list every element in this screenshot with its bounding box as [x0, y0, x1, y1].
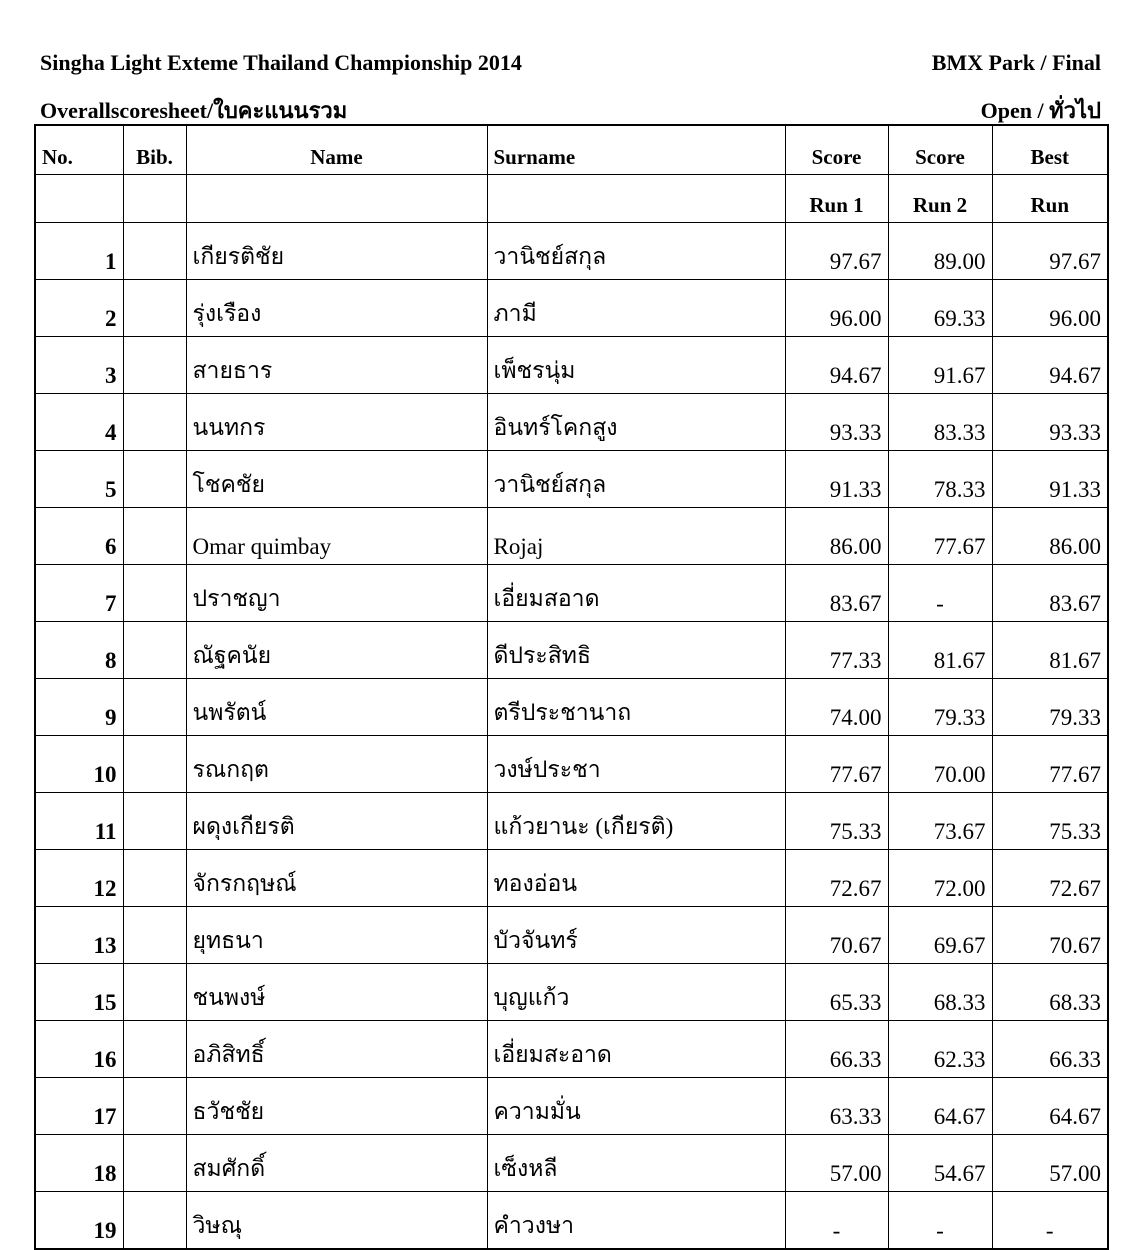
cell-bib	[123, 622, 186, 679]
category-label: Open / ทั่วไป	[980, 98, 1101, 123]
header-row	[35, 125, 1108, 175]
cell-score-run1: 75.33	[785, 793, 888, 850]
cell-no: 7	[35, 565, 123, 622]
cell-no: 6	[35, 508, 123, 565]
table-row	[35, 451, 1108, 508]
column-header-no: No.	[35, 125, 123, 175]
cell-no: 11	[35, 793, 123, 850]
cell-score-run1: 83.67	[785, 565, 888, 622]
column-subheader-no	[35, 175, 123, 223]
cell-name: เกียรติชัย	[186, 223, 487, 280]
table-row	[35, 565, 1108, 622]
cell-surname: คำวงษา	[487, 1192, 785, 1250]
cell-surname: อินทร์โคกสูง	[487, 394, 785, 451]
cell-no: 10	[35, 736, 123, 793]
cell-no: 1	[35, 223, 123, 280]
cell-bib	[123, 508, 186, 565]
table-row	[35, 508, 1108, 565]
cell-bib	[123, 679, 186, 736]
cell-bib	[123, 337, 186, 394]
cell-best-run: 77.67	[992, 736, 1108, 793]
cell-best-run: 57.00	[992, 1135, 1108, 1192]
cell-no: 2	[35, 280, 123, 337]
cell-score-run2: 64.67	[888, 1078, 992, 1135]
cell-no: 3	[35, 337, 123, 394]
cell-bib	[123, 565, 186, 622]
cell-score-run2: 54.67	[888, 1135, 992, 1192]
cell-no: 19	[35, 1192, 123, 1250]
cell-score-run1: 91.33	[785, 451, 888, 508]
table-row	[35, 793, 1108, 850]
cell-surname: บุญแก้ว	[487, 964, 785, 1021]
cell-score-run1: -	[785, 1192, 888, 1250]
table-row	[35, 1021, 1108, 1078]
cell-best-run: 70.67	[992, 907, 1108, 964]
cell-score-run2: -	[888, 1192, 992, 1250]
cell-name: Omar quimbay	[186, 508, 487, 565]
cell-score-run1: 63.33	[785, 1078, 888, 1135]
cell-surname: เอี่ยมสอาด	[487, 565, 785, 622]
cell-surname: เอี่ยมสะอาด	[487, 1021, 785, 1078]
cell-surname: ดีประสิทธิ	[487, 622, 785, 679]
cell-score-run1: 74.00	[785, 679, 888, 736]
cell-name: ชนพงษ์	[186, 964, 487, 1021]
cell-best-run: 86.00	[992, 508, 1108, 565]
cell-bib	[123, 850, 186, 907]
cell-best-run: 79.33	[992, 679, 1108, 736]
cell-name: นนทกร	[186, 394, 487, 451]
column-subheader-name	[186, 175, 487, 223]
cell-name: นพรัตน์	[186, 679, 487, 736]
cell-surname: วงษ์ประชา	[487, 736, 785, 793]
cell-score-run2: 69.33	[888, 280, 992, 337]
cell-score-run1: 86.00	[785, 508, 888, 565]
cell-score-run2: -	[888, 565, 992, 622]
cell-best-run: 72.67	[992, 850, 1108, 907]
cell-name: โชคชัย	[186, 451, 487, 508]
cell-name: ณัฐคนัย	[186, 622, 487, 679]
cell-no: 13	[35, 907, 123, 964]
cell-score-run2: 81.67	[888, 622, 992, 679]
cell-surname: Rojaj	[487, 508, 785, 565]
cell-score-run2: 69.67	[888, 907, 992, 964]
cell-best-run: 97.67	[992, 223, 1108, 280]
cell-bib	[123, 1192, 186, 1250]
score-rows	[35, 223, 1108, 1250]
cell-bib	[123, 907, 186, 964]
cell-score-run1: 96.00	[785, 280, 888, 337]
cell-score-run2: 70.00	[888, 736, 992, 793]
cell-score-run1: 72.67	[785, 850, 888, 907]
cell-score-run1: 70.67	[785, 907, 888, 964]
sheet-subtitle: Overallscoresheet/ใบคะแนนรวม	[40, 98, 348, 123]
cell-no: 12	[35, 850, 123, 907]
table-row	[35, 1135, 1108, 1192]
table-row	[35, 1078, 1108, 1135]
cell-score-run1: 94.67	[785, 337, 888, 394]
cell-score-run1: 93.33	[785, 394, 888, 451]
table-row	[35, 394, 1108, 451]
cell-bib	[123, 223, 186, 280]
event-label: BMX Park / Final	[931, 50, 1101, 75]
column-subheader-best: Run	[992, 175, 1108, 223]
cell-best-run: 64.67	[992, 1078, 1108, 1135]
table-row	[35, 223, 1108, 280]
table-row	[35, 964, 1108, 1021]
column-subheader-bib	[123, 175, 186, 223]
cell-no: 18	[35, 1135, 123, 1192]
cell-name: สายธาร	[186, 337, 487, 394]
cell-surname: แก้วยานะ (เกียรติ)	[487, 793, 785, 850]
cell-surname: เพ็ชรนุ่ม	[487, 337, 785, 394]
cell-best-run: 94.67	[992, 337, 1108, 394]
cell-no: 5	[35, 451, 123, 508]
cell-name: จักรกฤษณ์	[186, 850, 487, 907]
cell-score-run2: 89.00	[888, 223, 992, 280]
cell-surname: ภามี	[487, 280, 785, 337]
cell-best-run: 93.33	[992, 394, 1108, 451]
cell-score-run1: 77.67	[785, 736, 888, 793]
cell-bib	[123, 280, 186, 337]
cell-score-run2: 78.33	[888, 451, 992, 508]
table-row	[35, 850, 1108, 907]
cell-name: รุ่งเรือง	[186, 280, 487, 337]
table-row	[35, 280, 1108, 337]
score-table	[34, 124, 1109, 1250]
cell-score-run1: 66.33	[785, 1021, 888, 1078]
cell-bib	[123, 451, 186, 508]
cell-name: วิษณุ	[186, 1192, 487, 1250]
table-row	[35, 736, 1108, 793]
cell-score-run2: 72.00	[888, 850, 992, 907]
cell-name: สมศักดิ์	[186, 1135, 487, 1192]
cell-bib	[123, 793, 186, 850]
cell-score-run2: 68.33	[888, 964, 992, 1021]
cell-best-run: 96.00	[992, 280, 1108, 337]
cell-no: 9	[35, 679, 123, 736]
cell-best-run: 66.33	[992, 1021, 1108, 1078]
cell-name: ปราชญา	[186, 565, 487, 622]
cell-surname: บัวจันทร์	[487, 907, 785, 964]
cell-surname: ทองอ่อน	[487, 850, 785, 907]
cell-best-run: 75.33	[992, 793, 1108, 850]
cell-name: อภิสิทธิ์	[186, 1021, 487, 1078]
column-header-bib: Bib.	[123, 125, 186, 175]
cell-name: ธวัชชัย	[186, 1078, 487, 1135]
cell-surname: เซ็งหลี	[487, 1135, 785, 1192]
cell-bib	[123, 1078, 186, 1135]
cell-score-run2: 91.67	[888, 337, 992, 394]
cell-bib	[123, 394, 186, 451]
cell-score-run1: 77.33	[785, 622, 888, 679]
cell-best-run: 91.33	[992, 451, 1108, 508]
column-header-surname: Surname	[487, 125, 785, 175]
cell-score-run2: 83.33	[888, 394, 992, 451]
cell-no: 15	[35, 964, 123, 1021]
table-row	[35, 337, 1108, 394]
cell-surname: วานิชย์สกุล	[487, 451, 785, 508]
column-header-best-run: Best	[992, 125, 1108, 175]
cell-name: รณกฤต	[186, 736, 487, 793]
column-header-score-run2: Score	[888, 125, 992, 175]
cell-name: ยุทธนา	[186, 907, 487, 964]
cell-score-run2: 77.67	[888, 508, 992, 565]
column-header-score-run1: Score	[785, 125, 888, 175]
cell-score-run1: 97.67	[785, 223, 888, 280]
document-title: Singha Light Exteme Thailand Championship 2014	[40, 50, 522, 75]
cell-bib	[123, 1135, 186, 1192]
table-row	[35, 1192, 1108, 1250]
cell-score-run1: 57.00	[785, 1135, 888, 1192]
header-subrow	[35, 175, 1108, 223]
cell-bib	[123, 1021, 186, 1078]
cell-best-run: 81.67	[992, 622, 1108, 679]
cell-best-run: 68.33	[992, 964, 1108, 1021]
cell-no: 4	[35, 394, 123, 451]
cell-score-run1: 65.33	[785, 964, 888, 1021]
cell-score-run2: 73.67	[888, 793, 992, 850]
cell-score-run2: 79.33	[888, 679, 992, 736]
cell-surname: ตรีประชานาถ	[487, 679, 785, 736]
column-header-name: Name	[186, 125, 487, 175]
table-row	[35, 622, 1108, 679]
cell-surname: ความมั่น	[487, 1078, 785, 1135]
cell-score-run2: 62.33	[888, 1021, 992, 1078]
cell-no: 8	[35, 622, 123, 679]
cell-no: 17	[35, 1078, 123, 1135]
column-subheader-run1: Run 1	[785, 175, 888, 223]
cell-best-run: 83.67	[992, 565, 1108, 622]
column-subheader-surname	[487, 175, 785, 223]
cell-surname: วานิชย์สกุล	[487, 223, 785, 280]
cell-bib	[123, 964, 186, 1021]
cell-best-run: -	[992, 1192, 1108, 1250]
cell-name: ผดุงเกียรติ	[186, 793, 487, 850]
table-row	[35, 679, 1108, 736]
column-subheader-run2: Run 2	[888, 175, 992, 223]
cell-bib	[123, 736, 186, 793]
cell-no: 16	[35, 1021, 123, 1078]
table-row	[35, 907, 1108, 964]
